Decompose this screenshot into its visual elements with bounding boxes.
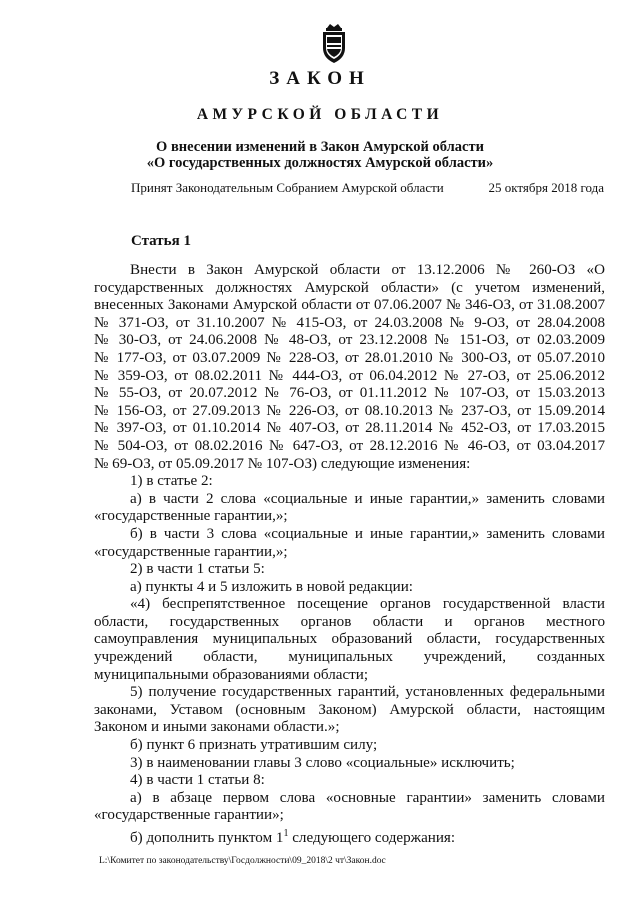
text-line: учреждений области, муниципальных учреждений, созданных [94,649,605,666]
text-line: № 371-ОЗ, от 31.10.2007 № 415-ОЗ, от 24.03.2008 № 9-ОЗ, от 28.04.2008 [94,314,605,331]
law-subject [0,139,640,171]
article-body [94,262,605,848]
text-line: № 504-ОЗ, от 08.02.2016 № 647-ОЗ, от 28.12.2016 № 46-ОЗ, от 03.04.2017 [94,437,605,454]
text-line: «4) беспрепятственное посещение органов государственной власти [130,596,605,613]
text-line: «государственные гарантии,»; [94,508,288,525]
text-line: внесенных Законами Амурской области от 07.06.2007 № 346-ОЗ, от 31.08.2007 [94,297,605,314]
text-line: № 30-ОЗ, от 24.06.2008 № 48-ОЗ, от 23.12.2008 № 151-ОЗ, от 02.03.2009 [94,332,605,349]
text-line: 1) в статье 2: [130,473,213,490]
superscript: 1 [283,828,289,839]
text-line [94,825,605,848]
adopted-date: 25 октября 2018 года [488,180,604,195]
text-line: законами, Уставом (основным Законом) Амурской области, настоящим [94,701,605,718]
law-subject-line: О внесении изменений в Закон Амурской области [156,139,484,155]
text-line: № 177-ОЗ, от 03.07.2009 № 228-ОЗ, от 28.01.2010 № 300-ОЗ, от 05.07.2010 [94,349,605,366]
text-line: а) пункты 4 и 5 изложить в новой редакции: [130,578,413,595]
text-line: 2) в части 1 статьи 5: [130,561,265,578]
item-text: следующего содержания: [288,830,456,847]
text-line: 3) в наименовании главы 3 слово «социальные» исключить; [130,754,515,771]
text-line: Законом и иными законами области.»; [94,719,340,736]
text-line: а) в части 2 слова «социальные и иные гарантии,» заменить словами [130,490,605,507]
item-text: б) дополнить пунктом 1 [130,830,284,847]
text-line: б) в части 3 слова «социальные и иные гарантии,» заменить словами [130,525,605,542]
text-line: № 55-ОЗ, от 20.07.2012 № 76-ОЗ, от 01.11.2012 № 107-ОЗ, от 15.03.2013 [94,385,605,402]
text-line: самоуправления муниципальных образований области, государственных [94,631,605,648]
region-title: АМУРСКОЙ ОБЛАСТИ [196,106,444,123]
text-line: а) в абзаце первом слова «основные гарантии» заменить словами [130,789,605,806]
text-line: 4) в части 1 статьи 8: [130,772,265,789]
law-subject-line: «О государственных должностях Амурской области» [146,155,494,171]
text-line: государственных должностях Амурской области» (с учетом изменений, [94,279,605,296]
text-line: № 156-ОЗ, от 27.09.2013 № 226-ОЗ, от 08.10.2013 № 237-ОЗ, от 15.09.2014 [94,402,605,419]
text-line: «государственные гарантии»; [94,807,284,824]
coat-of-arms-emblem [318,22,350,64]
adopted-by: Принят Законодательным Собранием Амурской области [131,180,444,195]
text-line: б) пункт 6 признать утратившим силу; [130,737,378,754]
law-title: ЗАКОН [269,68,371,89]
file-path-footer: L:\Комитет по законодательству\Госдолжности\09_2018\2 чт\Закон.doc [99,856,386,866]
text-line: области, государственных органов области и органов местного [94,613,605,630]
text-line: Внести в Закон Амурской области от 13.12.2006 № 260-ОЗ «О [130,262,605,278]
text-line: № 359-ОЗ, от 08.02.2011 № 444-ОЗ, от 06.04.2012 № 27-ОЗ, от 25.06.2012 [94,367,605,384]
article-title: Статья 1 [131,233,191,249]
text-line: муниципальными образованиями области; [94,666,369,683]
text-line: № 69-ОЗ, от 05.09.2017 № 107-ОЗ) следующие изменения: [94,455,471,472]
text-line: № 397-ОЗ, от 01.10.2014 № 407-ОЗ, от 28.11.2014 № 452-ОЗ, от 17.03.2015 [94,420,605,437]
text-line: 5) получение государственных гарантий, установленных федеральными [130,684,605,701]
text-line: «государственные гарантии,»; [94,543,288,560]
